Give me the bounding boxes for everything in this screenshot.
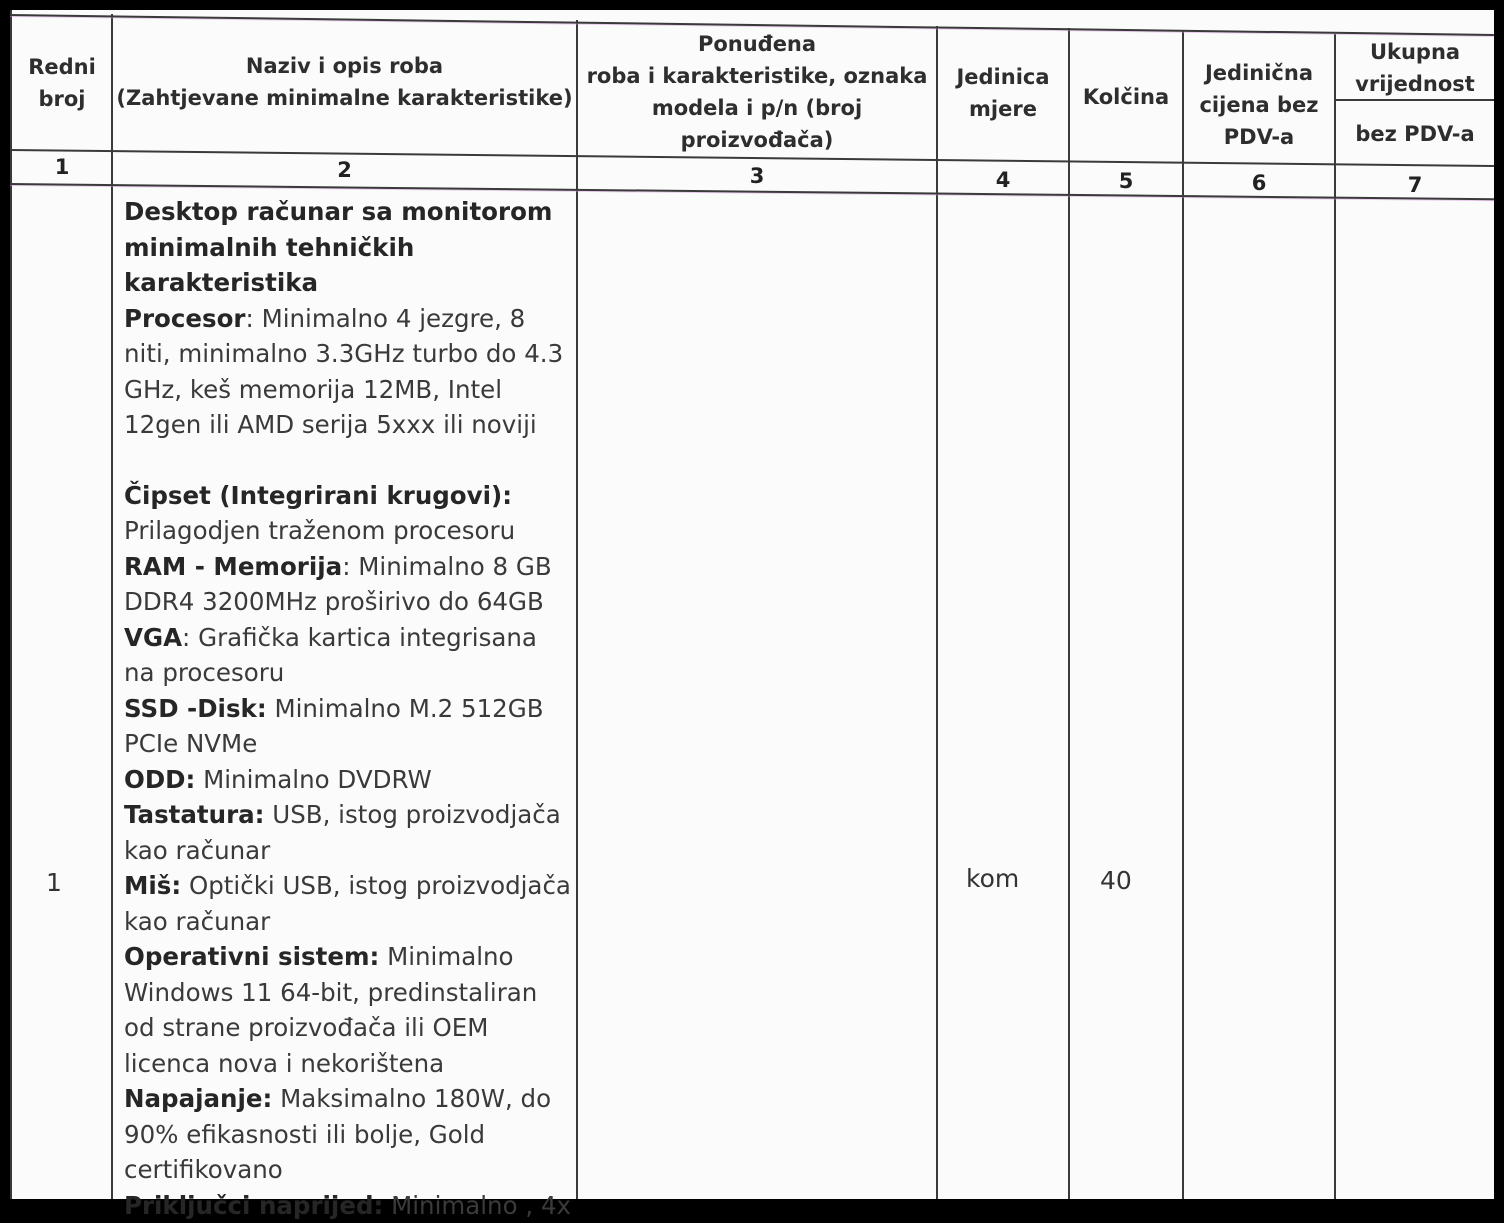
column-divider-6 bbox=[1334, 34, 1336, 1199]
spec-label: Operativni sistem: bbox=[124, 942, 379, 971]
header-bez-pdv-line1: bez PDV-a bbox=[1355, 118, 1474, 150]
header-naziv-opis-line1: Naziv i opis roba bbox=[246, 50, 443, 82]
spec-item bbox=[124, 301, 574, 443]
spec-item bbox=[124, 762, 574, 798]
spec-text: Minimalno 4 jezgre, 8 niti, minimalno 3.3GHz turbo do 4.3 GHz, keš memorija 12MB, Intel 12gen ili AMD serija 5xxx ili noviji bbox=[124, 304, 563, 440]
column-number-6: 6 bbox=[1184, 168, 1334, 198]
header-jedinica-mjere bbox=[938, 50, 1068, 136]
spec-item bbox=[124, 797, 574, 868]
spec-item bbox=[124, 620, 574, 691]
header-ponudjena-line4: proizvođača) bbox=[681, 124, 834, 156]
column-divider-3 bbox=[936, 26, 938, 1199]
item-description bbox=[124, 194, 574, 1223]
spec-text: Optički USB, istog proizvodjača kao računar bbox=[124, 871, 571, 936]
column-divider-2 bbox=[576, 20, 578, 1199]
header-ponudjena-line2: roba i karakteristike, oznaka bbox=[587, 60, 928, 92]
column-number-2: 2 bbox=[113, 155, 576, 185]
spec-text: Grafička kartica integrisana na procesoru bbox=[124, 623, 537, 688]
column-number-7: 7 bbox=[1336, 170, 1494, 200]
spec-item bbox=[124, 478, 574, 549]
spec-item bbox=[124, 868, 574, 939]
header-jedinicna-line3: PDV-a bbox=[1224, 121, 1294, 153]
table-border-left bbox=[10, 10, 12, 1199]
spec-label: Tastatura: bbox=[124, 800, 264, 829]
item-title: Desktop računar sa monitorom minimalnih tehničkih karakteristika bbox=[124, 197, 552, 297]
spec-text: Minimalno , 4x bbox=[391, 1191, 571, 1220]
header-kolicina-line1: Kolčina bbox=[1083, 81, 1169, 113]
spec-item bbox=[124, 691, 574, 762]
row-quantity: 40 bbox=[1100, 866, 1132, 895]
header-jedinicna-line1: Jedinična bbox=[1205, 57, 1313, 89]
column-divider-1 bbox=[111, 14, 113, 1199]
spec-text: Minimalno M.2 512GB PCIe NVMe bbox=[124, 694, 544, 759]
spec-text: Prilagodjen traženom procesoru bbox=[124, 516, 515, 545]
spec-text: Minimalno 8 GB DDR4 3200MHz proširivo do 64GB bbox=[124, 552, 552, 617]
spec-item bbox=[124, 939, 574, 1081]
header-naziv-opis-line2: (Zahtjevane minimalne karakteristike) bbox=[116, 82, 572, 114]
header-jedinicna-line2: cijena bez bbox=[1199, 89, 1318, 121]
document-page bbox=[10, 10, 1494, 1199]
spec-label: VGA bbox=[124, 623, 182, 652]
header-ponudjena-roba bbox=[578, 24, 936, 160]
spec-label: RAM - Memorija bbox=[124, 552, 342, 581]
spec-separator bbox=[379, 942, 387, 971]
spec-separator: : bbox=[182, 623, 198, 652]
header-bez-pdv bbox=[1336, 114, 1494, 154]
header-ponudjena-line1: Ponuđena bbox=[698, 28, 816, 60]
header-redni-broj-line1: Redni bbox=[28, 51, 96, 83]
spec-label: SSD -Disk: bbox=[124, 694, 267, 723]
spec-list bbox=[124, 301, 574, 1223]
spec-item bbox=[124, 1081, 574, 1188]
spec-separator bbox=[195, 765, 203, 794]
header-jedinica-line1: Jedinica bbox=[956, 61, 1049, 93]
spec-separator: : bbox=[342, 552, 358, 581]
spec-label: Procesor bbox=[124, 304, 246, 333]
header-ukupna-vrijednost bbox=[1336, 36, 1494, 100]
column-divider-4 bbox=[1068, 28, 1070, 1199]
spec-separator: : bbox=[246, 304, 262, 333]
header-naziv-opis bbox=[113, 34, 576, 130]
spec-label: Miš: bbox=[124, 871, 181, 900]
spec-text: Maksimalno 180W, do 90% efikasnosti ili bolje, Gold certifikovano bbox=[124, 1084, 551, 1184]
header-redni-broj-line2: broj bbox=[38, 83, 85, 115]
row-number: 1 bbox=[46, 868, 62, 897]
header-ukupna-line1: Ukupna bbox=[1370, 36, 1460, 68]
spec-label: Priključci naprijed: bbox=[124, 1191, 383, 1220]
header-jedinica-line2: mjere bbox=[969, 93, 1037, 125]
spec-text: USB, istog proizvodjača kao računar bbox=[124, 800, 561, 865]
column-divider-5 bbox=[1182, 30, 1184, 1199]
spec-separator bbox=[181, 871, 189, 900]
header-kolicina bbox=[1070, 74, 1182, 120]
spec-text: Minimalno Windows 11 64-bit, predinstaliran od strane proizvođača ili OEM licenca nova i nekorištena bbox=[124, 942, 537, 1078]
column-number-4: 4 bbox=[938, 165, 1068, 195]
spec-label: Čipset (Integrirani krugovi): bbox=[124, 481, 512, 510]
spec-separator bbox=[272, 1084, 280, 1113]
header-ponudjena-line3: modela i p/n (broj bbox=[652, 92, 862, 124]
column-number-3: 3 bbox=[578, 161, 936, 191]
spec-item bbox=[124, 1188, 574, 1223]
header-redni-broj bbox=[12, 40, 112, 126]
spec-item bbox=[124, 549, 574, 620]
column-number-1: 1 bbox=[12, 152, 112, 182]
spec-label: Napajanje: bbox=[124, 1084, 272, 1113]
row-unit: kom bbox=[966, 864, 1019, 893]
spec-label: ODD: bbox=[124, 765, 195, 794]
spec-text: Minimalno DVDRW bbox=[203, 765, 432, 794]
header-jedinicna-cijena bbox=[1184, 50, 1334, 160]
header-ukupna-line2: vrijednost bbox=[1355, 68, 1475, 100]
column-number-5: 5 bbox=[1070, 166, 1182, 196]
spec-separator bbox=[383, 1191, 391, 1220]
